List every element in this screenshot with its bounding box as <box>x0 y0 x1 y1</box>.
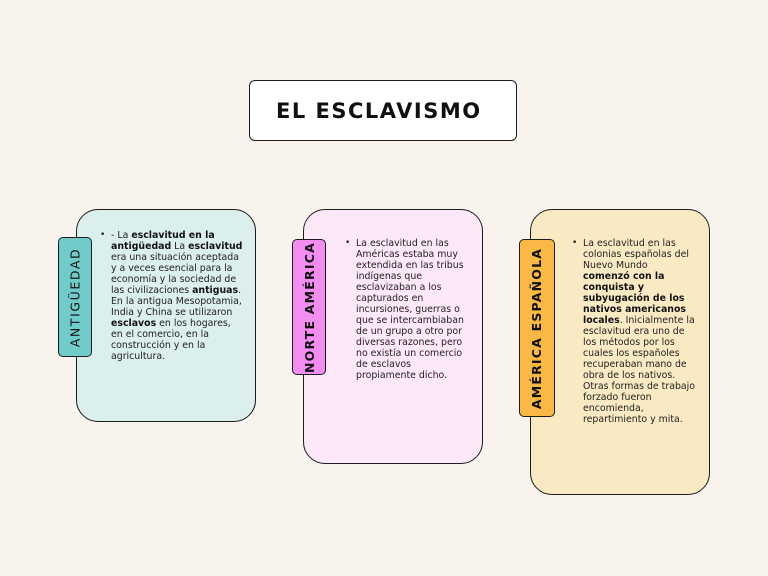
tab-america-espanola-label: AMÉRICA ESPAÑOLA <box>529 247 545 409</box>
tab-norte-america <box>292 239 326 375</box>
card-text-segment: antiguas <box>192 285 239 296</box>
card-norte-america-list <box>340 238 470 381</box>
card-text-segment: esclavitud en la antigüedad <box>111 230 215 252</box>
card-america-espanola-list <box>567 238 697 425</box>
card-text-segment: . En la antigua Mesopotamia, India y China se utilizaron <box>111 285 242 318</box>
tab-antiguedad <box>58 237 92 357</box>
tab-america-espanola <box>519 239 555 417</box>
card-text-segment: era una situación aceptada y a veces esencial para la economía y la sociedad de las civilizaciones <box>111 252 239 296</box>
card-text-segment: - La <box>111 230 132 241</box>
card-norte-america-text <box>356 238 470 381</box>
card-antiguedad-text <box>111 230 243 362</box>
card-america-espanola <box>530 209 710 495</box>
tab-antiguedad-label: ANTIGÜEDAD <box>67 247 83 347</box>
card-text-segment: esclavitud <box>188 241 243 252</box>
card-text-segment: en los hogares, en el comercio, en la construcción y en la agricultura. <box>111 318 231 362</box>
card-norte-america <box>303 209 483 464</box>
card-text-segment: La <box>171 241 189 252</box>
card-text-segment: comenzó con la conquista y subyugación de los nativos americanos locales <box>583 271 686 326</box>
page-title: EL ESCLAVISMO <box>276 98 482 123</box>
card-text-segment: La esclavitud en las colonias españolas del Nuevo Mundo <box>583 238 689 271</box>
card-antiguedad <box>76 209 256 422</box>
card-text-segment: esclavos <box>111 318 157 329</box>
card-america-espanola-text <box>583 238 697 425</box>
title-box <box>249 80 517 141</box>
tab-norte-america-label: NORTE AMÉRICA <box>301 241 317 373</box>
card-text-segment: La esclavitud en las Américas estaba muy extendida en las tribus indígenas que esclavizaban a los capturados en incursiones, guerras o que se intercambiaban de un grupo a otro por diversas razones, pero no existía un comercio de esclavos propiamente dicho. <box>356 238 464 381</box>
card-text-segment: . Inicialmente la esclavitud era uno de los métodos por los cuales los españoles recuperaban mano de obra de los nativos. Otras formas de trabajo forzado fueron encomienda, repartimiento y mita. <box>583 315 695 425</box>
card-antiguedad-list <box>95 230 243 362</box>
